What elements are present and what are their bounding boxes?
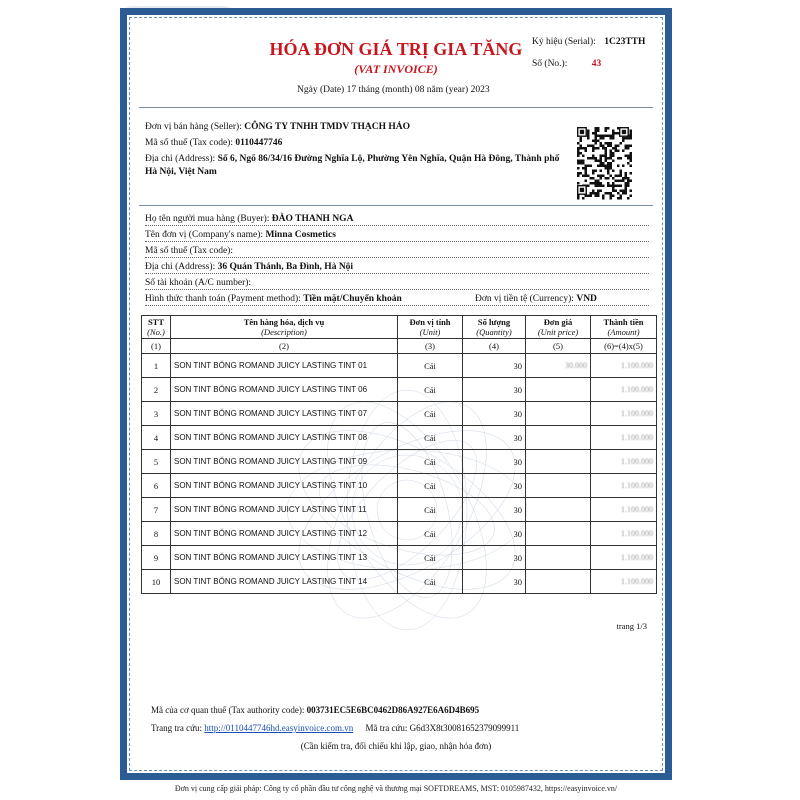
dotted-line [145,305,649,306]
item-amount: 1.100.000 [591,354,657,378]
item-description: SON TINT BÓNG ROMAND JUICY LASTING TINT 11 [171,498,398,522]
table-row [142,474,657,498]
item-description: SON TINT BÓNG ROMAND JUICY LASTING TINT 07 [171,402,398,426]
item-amount: 1.100.000 [591,426,657,450]
dotted-line [145,257,649,258]
buyer-name-label: Họ tên người mua hàng (Buyer): [145,214,270,224]
seller-tax-label: Mã số thuế (Tax code): [145,138,233,148]
lookup-label: Trang tra cứu: [151,723,203,733]
row-number: 5 [142,450,171,474]
buyer-account-label: Số tài khoản (A/C number): [145,278,252,288]
authority-code-row [151,705,479,715]
item-quantity: 30 [463,522,526,546]
item-amount: 1.100.000 [591,546,657,570]
item-unit: Cái [398,474,463,498]
qr-code [573,123,635,203]
invoice-sheet [120,8,672,780]
seller-tax-row [145,137,282,150]
table-header-row [142,316,657,339]
page-number: trang 1/3 [616,621,647,631]
item-quantity: 30 [463,354,526,378]
lookup-code-value: G6d3X8t30081652379099911 [409,723,520,733]
row-number: 9 [142,546,171,570]
item-unit: Cái [398,402,463,426]
divider [139,205,653,206]
dotted-line [145,241,649,242]
table-row [142,546,657,570]
table-row [142,570,657,594]
table-row [142,426,657,450]
row-number: 3 [142,402,171,426]
item-description: SON TINT BÓNG ROMAND JUICY LASTING TINT 13 [171,546,398,570]
item-unit: Cái [398,522,463,546]
authority-value: 003731EC5E6BC0462D86A927E6A6D4B695 [306,705,480,715]
table-row [142,498,657,522]
dotted-line [145,273,649,274]
dotted-line [145,225,649,226]
seller-address-value-cont: Hà Nội, Việt Nam [145,167,217,177]
provider-note: Đơn vị cung cấp giải pháp: Công ty cổ phần đầu tư công nghệ và thương mại SOFTDREAMS, MST: 0105987432, https://easyinvoice.vn/ [174,784,618,793]
row-number: 4 [142,426,171,450]
item-description: SON TINT BÓNG ROMAND JUICY LASTING TINT 06 [171,378,398,402]
invoice-number-label: Số (No.): [532,59,568,69]
item-amount: 1.100.000 [591,522,657,546]
table-row [142,522,657,546]
item-unit-price [526,570,591,594]
row-number: 10 [142,570,171,594]
item-amount: 1.100.000 [591,474,657,498]
item-unit-price: 30.000 [526,354,591,378]
item-unit: Cái [398,498,463,522]
item-description: SON TINT BÓNG ROMAND JUICY LASTING TINT 01 [171,354,398,378]
item-unit-price [526,450,591,474]
item-unit-price [526,498,591,522]
item-quantity: 30 [463,402,526,426]
seller-name-row [145,121,410,134]
item-amount: 1.100.000 [591,378,657,402]
item-quantity: 30 [463,378,526,402]
lookup-row [151,723,519,733]
seller-address-value: Số 6, Ngõ 86/34/16 Đường Nghĩa Lộ, Phường Yên Nghĩa, Quận Hà Đông, Thành phố [217,154,560,164]
dotted-line [145,289,649,290]
item-unit: Cái [398,546,463,570]
row-number: 8 [142,522,171,546]
lookup-link[interactable]: http://0110447746hd.easyinvoice.com.vn [204,723,354,733]
payment-value: Tiền mặt/Chuyển khoản [303,294,402,304]
item-amount: 1.100.000 [591,570,657,594]
item-unit: Cái [398,378,463,402]
table-row [142,450,657,474]
item-unit-price [526,426,591,450]
item-unit: Cái [398,426,463,450]
item-amount: 1.100.000 [591,402,657,426]
invoice-number-field [532,59,601,69]
authority-label: Mã của cơ quan thuế (Tax authority code): [151,705,305,715]
lookup-code-label: Mã tra cứu: [365,723,408,733]
item-description: SON TINT BÓNG ROMAND JUICY LASTING TINT 09 [171,450,398,474]
column-index-row: (1) (2) (3) (4) (5) (6)=(4)x(5) [142,339,657,354]
divider [139,107,653,108]
column-header: Thành tiền (Amount) [591,316,657,339]
serial-label: Ký hiệu (Serial): [532,37,596,47]
item-amount: 1.100.000 [591,498,657,522]
column-header: STT (No.) [142,316,171,339]
seller-name-value: CÔNG TY TNHH TMDV THẠCH HẢO [244,122,411,132]
currency-label: Đơn vị tiền tệ (Currency): [475,294,574,304]
item-unit-price [526,474,591,498]
item-description: SON TINT BÓNG ROMAND JUICY LASTING TINT 14 [171,570,398,594]
item-unit: Cái [398,570,463,594]
buyer-name-value: ĐÀO THANH NGA [271,214,354,224]
row-number: 7 [142,498,171,522]
seller-address-row [145,153,565,179]
column-header: Tên hàng hóa, dịch vụ (Description) [171,316,398,339]
column-header: Đơn giá (Unit price) [526,316,591,339]
payment-label: Hình thức thanh toán (Payment method): [145,294,301,304]
buyer-address-label: Địa chỉ (Address): [145,262,216,272]
currency-value: VND [576,294,597,304]
table-row [142,354,657,378]
item-quantity: 30 [463,546,526,570]
invoice-number-value: 43 [591,59,602,69]
buyer-tax-label: Mã số thuế (Tax code): [145,246,233,256]
item-quantity: 30 [463,450,526,474]
items-table [141,315,657,594]
item-description: SON TINT BÓNG ROMAND JUICY LASTING TINT 10 [171,474,398,498]
row-number: 2 [142,378,171,402]
check-note: (Cần kiểm tra, đối chiếu khi lập, giao, nhận hóa đơn) [300,741,492,751]
item-quantity: 30 [463,570,526,594]
serial-value: 1C23TTH [604,37,646,47]
seller-name-label: Đơn vị bán hàng (Seller): [145,122,242,132]
item-unit-price [526,402,591,426]
serial-field [532,37,645,47]
row-number: 6 [142,474,171,498]
table-row [142,402,657,426]
item-unit-price [526,378,591,402]
column-header: Số lượng (Quantity) [463,316,526,339]
row-number: 1 [142,354,171,378]
invoice-title: HÓA ĐƠN GIÁ TRỊ GIA TĂNG [269,39,523,59]
item-description: SON TINT BÓNG ROMAND JUICY LASTING TINT 08 [171,426,398,450]
item-unit-price [526,546,591,570]
item-unit: Cái [398,354,463,378]
seller-address-label: Địa chỉ (Address): [145,154,216,164]
item-unit-price [526,522,591,546]
seller-tax-value: 0110447746 [235,138,283,148]
buyer-company-label: Tên đơn vị (Company's name): [145,230,264,240]
column-header: Đơn vị tính (Unit) [398,316,463,339]
item-amount: 1.100.000 [591,450,657,474]
item-quantity: 30 [463,498,526,522]
invoice-subtitle: (VAT INVOICE) [354,62,438,76]
table-row [142,378,657,402]
item-quantity: 30 [463,474,526,498]
item-unit: Cái [398,450,463,474]
buyer-address-value: 36 Quán Thánh, Ba Đình, Hà Nội [217,262,354,272]
item-quantity: 30 [463,426,526,450]
invoice-date: Ngày (Date) 17 tháng (month) 08 năm (year) 2023 [297,85,490,95]
buyer-company-value: Minna Cosmetics [265,230,336,240]
item-description: SON TINT BÓNG ROMAND JUICY LASTING TINT 12 [171,522,398,546]
